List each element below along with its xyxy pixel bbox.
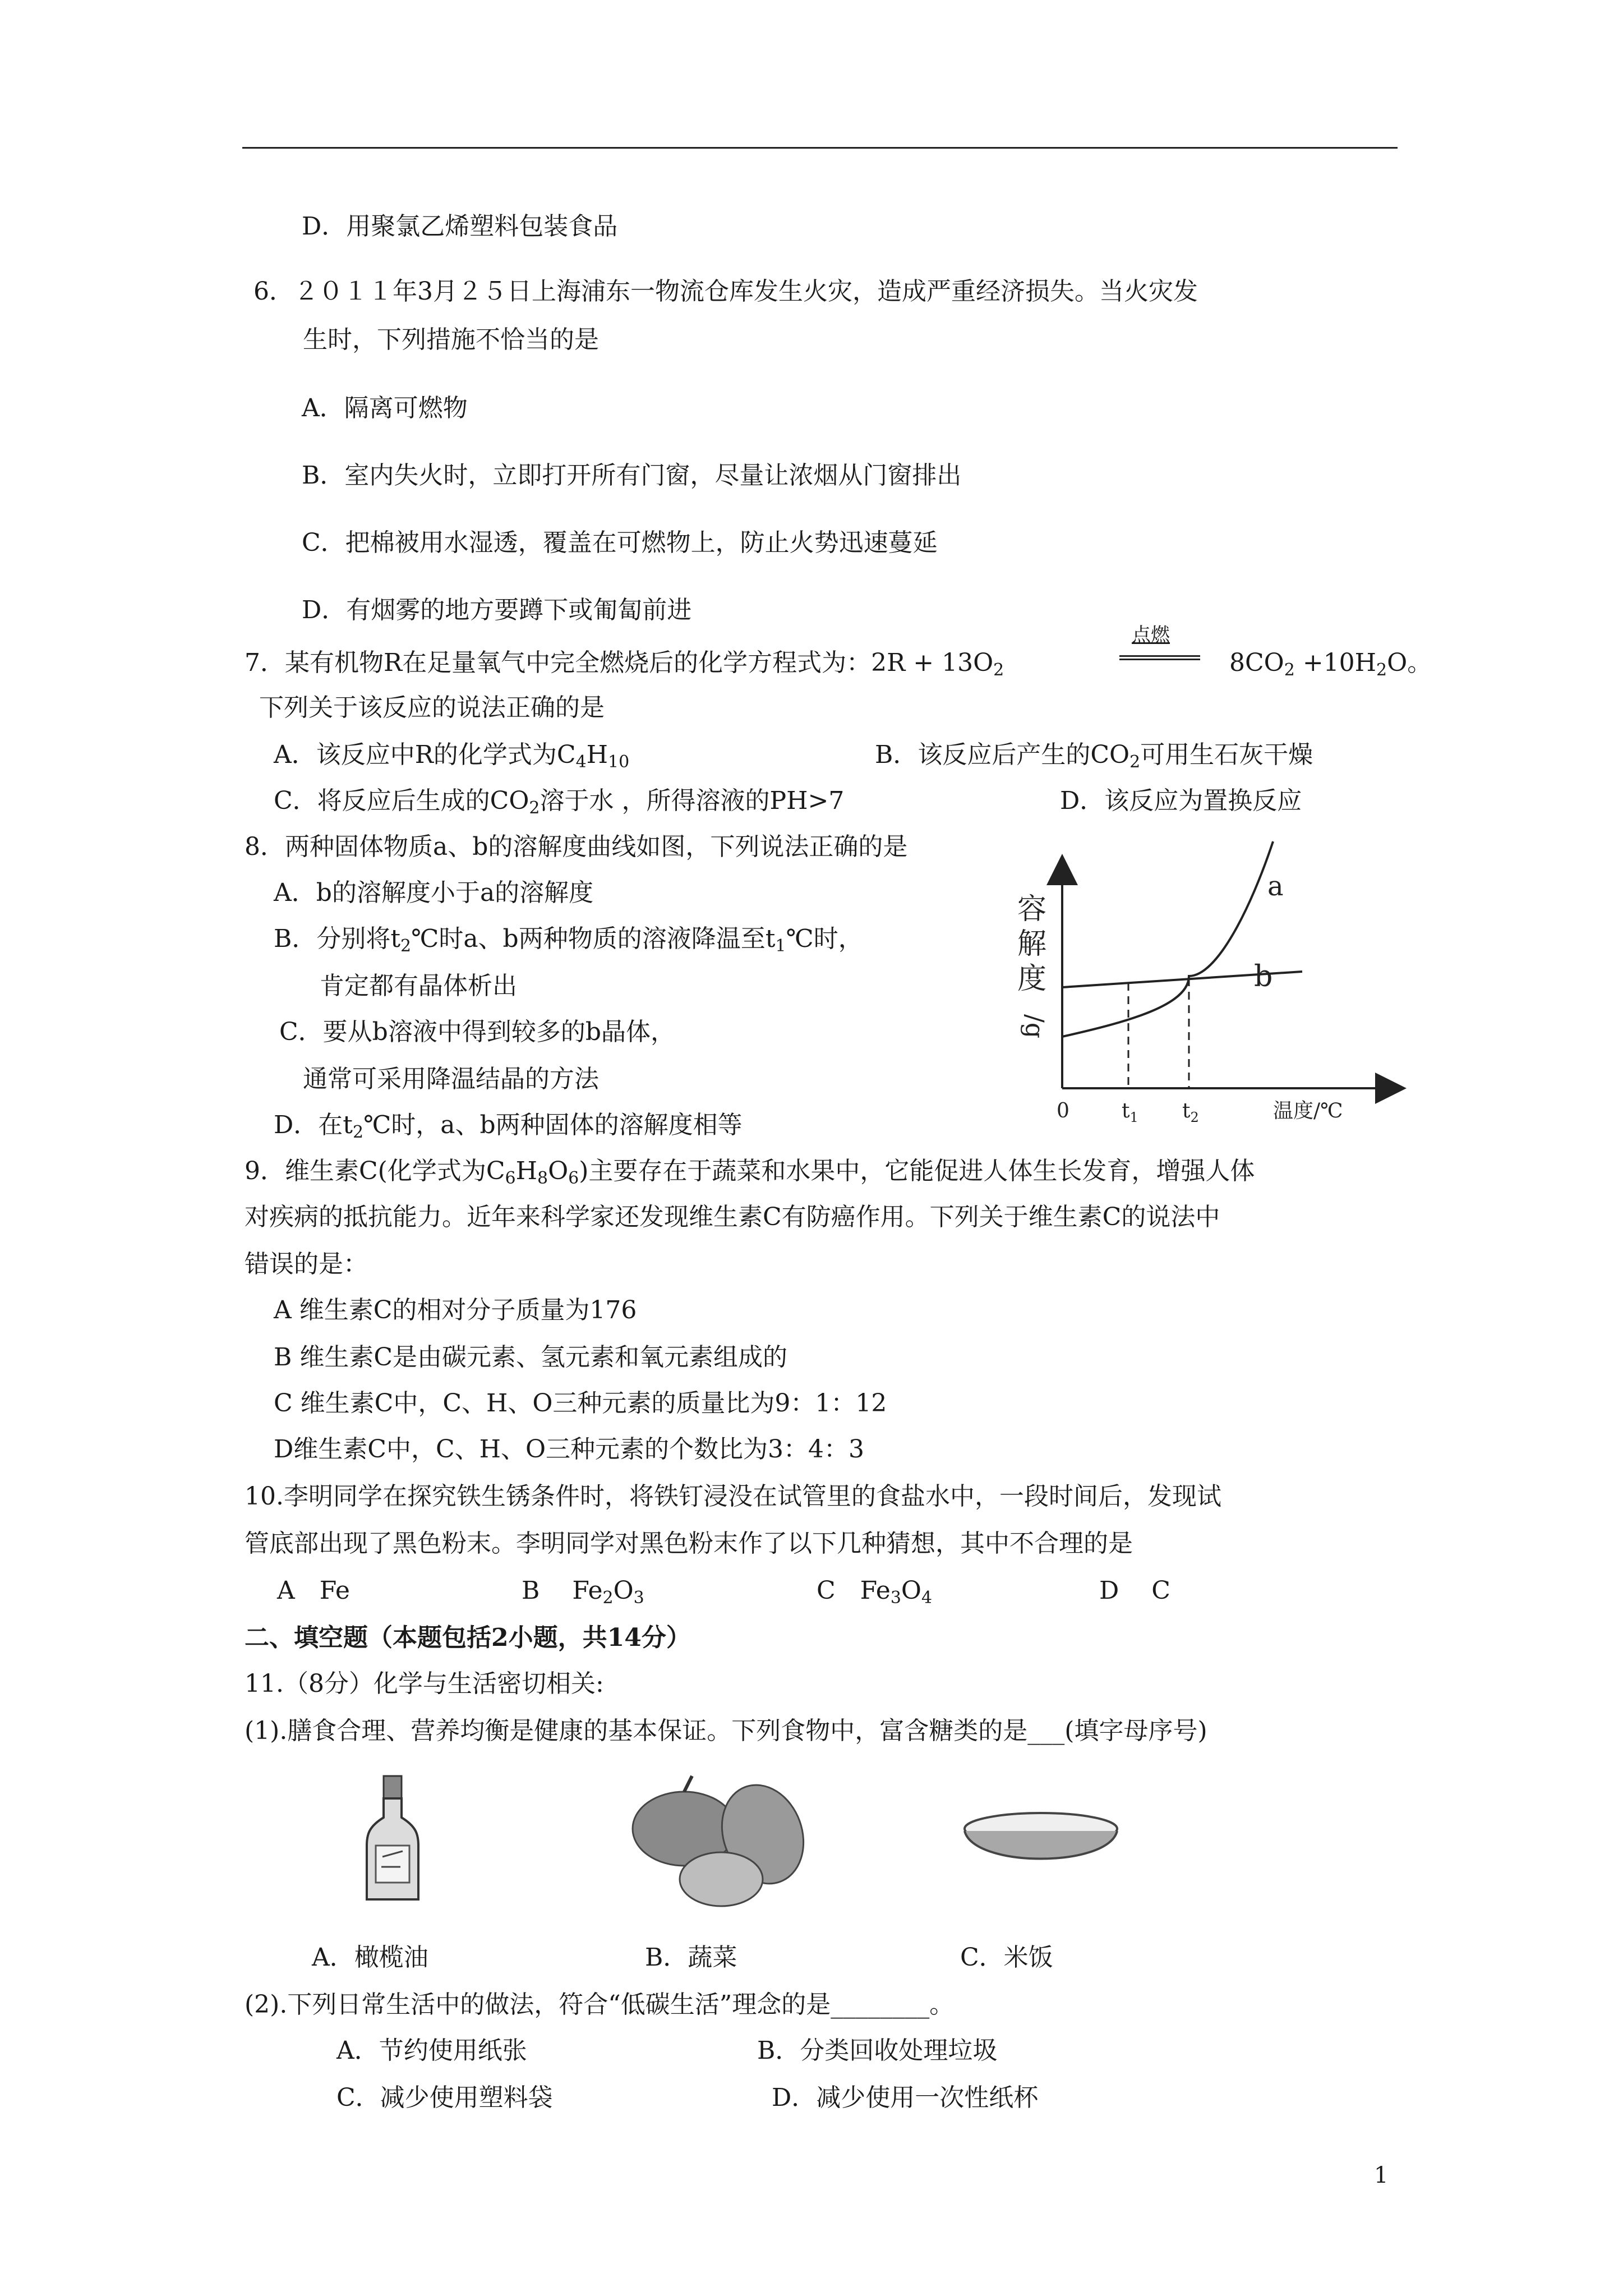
q8-option-c-line1: C．要从b溶液中得到较多的b晶体， [279, 1018, 675, 1046]
q10-stem-line2: 管底部出现了黑色粉末。李明同学对黑色粉末作了以下几种猜想，其中不合理的是 [245, 1529, 1133, 1558]
q8-option-b-line1: B．分别将$t_2℃$时a、b两种物质的溶液降温至$t_1℃$时， [274, 924, 863, 956]
q10-option-b: B $Fe_2O_3$ [522, 1576, 644, 1608]
q10-stem-line1: 10.李明同学在探究铁生锈条件时，将铁钉浸没在试管里的食盐水中，一段时间后，发现试 [245, 1482, 1221, 1511]
q11-part2-option-d: D．减少使用一次性纸杯 [772, 2083, 1039, 2112]
section-2-title: 二、填空题（本题包括2小题，共14分） [245, 1623, 691, 1652]
q7-option-a: A．该反应中R的化学式为$C_4H_{10}$ [274, 740, 630, 772]
q7-stem-line2: 下列关于该反应的说法正确的是 [259, 693, 605, 722]
header-rule [242, 147, 1398, 149]
x-axis-label: 温度/℃ [1273, 1099, 1343, 1122]
q10-option-a: A Fe [277, 1576, 350, 1605]
q8-option-d: D．在$t_2℃$时，a、b两种固体的溶解度相等 [274, 1111, 743, 1142]
q11-part2-option-a: A．节约使用纸张 [336, 2036, 527, 2065]
q8-option-a: A．b的溶解度小于a的溶解度 [274, 878, 594, 907]
q7-reaction-arrow [1119, 655, 1200, 660]
q6-stem-line2: 生时，下列措施不恰当的是 [303, 325, 599, 354]
q7-option-c: C．将反应后生成的$CO_2$溶于水 ，所得溶液的PH>7 [274, 786, 845, 818]
y-axis-label-unit: /g [1020, 1014, 1049, 1038]
q7-option-d: D．该反应为置换反应 [1060, 786, 1302, 815]
q11-image-label-a: A．橄榄油 [312, 1943, 428, 1972]
q6-option-b: B．室内失火时，立即打开所有门窗，尽量让浓烟从门窗排出 [302, 461, 962, 490]
q9-option-c: C 维生素C中，C、H、O三种元素的质量比为9：1：12 [274, 1389, 887, 1418]
q10-option-c: C $Fe_3O_4$ [817, 1576, 933, 1608]
q11-image-label-c: C．米饭 [960, 1943, 1053, 1972]
q11-stem: 11.（8分）化学与生活密切相关: [245, 1669, 604, 1698]
y-axis-label-1: 容 [1017, 892, 1047, 926]
olive-oil-bottle-image [359, 1773, 426, 1907]
q9-option-a: A 维生素C的相对分子质量为176 [274, 1296, 637, 1324]
q7-products: $8CO_2 +10H_2O$。 [1229, 648, 1432, 680]
rice-bowl-image [957, 1806, 1125, 1879]
q11-part1: (1).膳食合理、营养均衡是健康的基本保证。下列食物中，富含糖类的是___(填字母序号) [245, 1717, 1207, 1745]
q9-stem-line2: 对疾病的抵抗能力。近年来科学家还发现维生素C有防癌作用。下列关于维生素C的说法中 [245, 1203, 1220, 1231]
q11-image-label-b: B．蔬菜 [645, 1943, 737, 1972]
q7-reaction-condition: 点燃 [1132, 624, 1170, 646]
y-axis-label-2: 解 [1017, 927, 1047, 961]
origin-label: 0 [1057, 1099, 1069, 1122]
curve-a [1062, 841, 1273, 1037]
q6-option-c: C．把棉被用水湿透，覆盖在可燃物上，防止火势迅速蔓延 [302, 528, 938, 557]
q6-stem-line1: 6．２０１１年3月２５日上海浦东一物流仓库发生火灾，造成严重经济损失。当火灾发 [253, 277, 1198, 306]
q8-option-c-line2: 通常可采用降温结晶的方法 [303, 1065, 599, 1093]
q10-option-d: D C [1099, 1576, 1170, 1605]
q6-option-d: D．有烟雾的地方要蹲下或匍匐前进 [302, 596, 692, 624]
q7-stem-line1: 7．某有机物R在足量氧气中完全燃烧后的化学方程式为：$2R + 13O_2$ [245, 648, 1004, 680]
t2-label: $t_2$ [1182, 1099, 1199, 1125]
y-axis-label-3: 度 [1017, 962, 1047, 996]
page-number: 1 [1374, 2162, 1389, 2188]
curve-a-label: a [1267, 871, 1284, 902]
q9-option-d: D维生素C中，C、H、O三种元素的个数比为3：4：3 [274, 1435, 865, 1464]
curve-b-label: b [1254, 960, 1273, 993]
q11-part2: (2).下列日常生活中的做法，符合“低碳生活”理念的是________。 [245, 1990, 955, 2019]
q5-option-d: D．用聚氯乙烯塑料包装食品 [302, 212, 618, 241]
q9-stem-line3: 错误的是： [245, 1250, 368, 1278]
vegetables-image [623, 1773, 808, 1913]
q9-stem-line1: 9．维生素C(化学式为$C_6H_8O_6$)主要存在于蔬菜和水果中，它能促进人体生长发育，增强人体 [245, 1157, 1255, 1188]
q8-option-b-line2: 肯定都有晶体析出 [320, 972, 517, 1000]
q9-option-b: B 维生素C是由碳元素、氢元素和氧元素组成的 [274, 1343, 787, 1372]
t1-label: $t_1$ [1122, 1099, 1138, 1125]
q11-part2-option-c: C．减少使用塑料袋 [336, 2083, 553, 2112]
q11-part2-option-b: B．分类回收处理垃圾 [757, 2036, 998, 2065]
q6-option-a: A．隔离可燃物 [302, 394, 468, 422]
q7-option-b: B．该反应后产生的$CO_2$可用生石灰干燥 [875, 740, 1313, 772]
solubility-curve-graph [1004, 836, 1408, 1139]
q8-stem: 8．两种固体物质a、b的溶解度曲线如图，下列说法正确的是 [245, 832, 908, 861]
